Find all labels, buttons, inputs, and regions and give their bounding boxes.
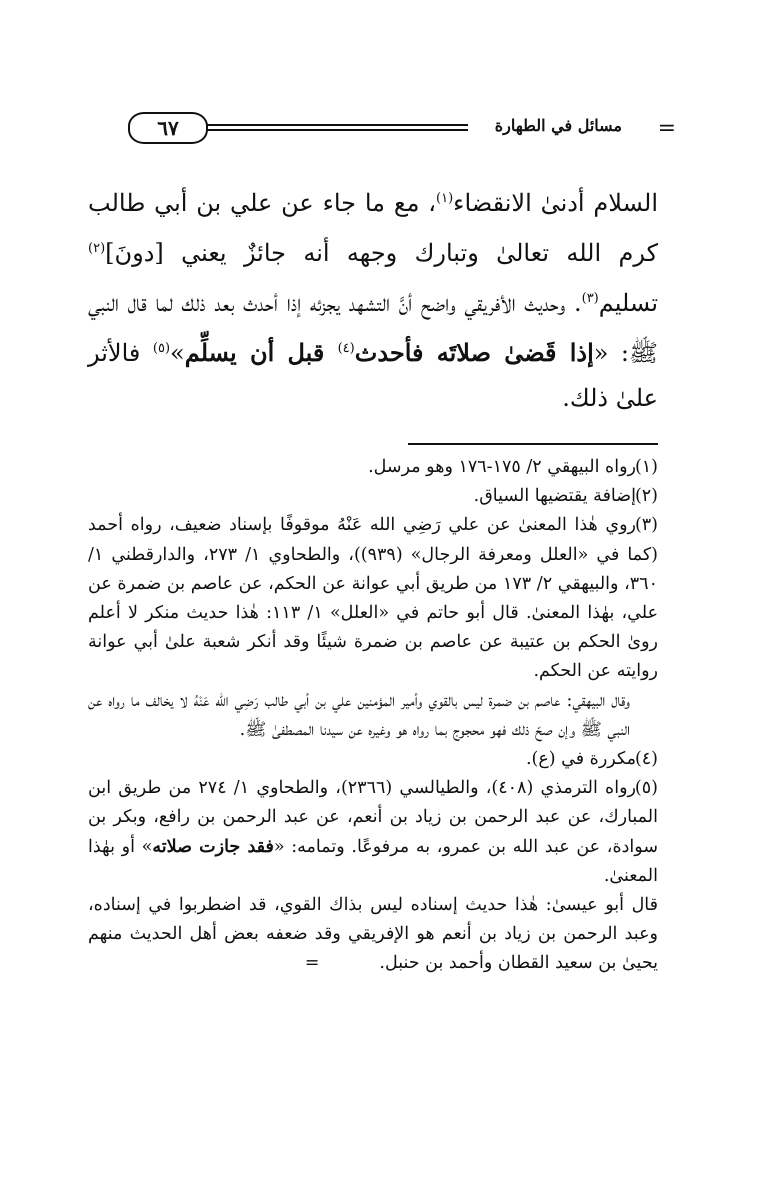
footnote-ref-2: (٢) [88, 241, 106, 256]
footnote-ref-5: (٥) [152, 341, 171, 356]
footnote-text: رواه البيهقي ٢/ ١٧٥-١٧٦ وهو مرسل. [368, 457, 636, 477]
main-text-segment: فالأثر علىٰ ذلك. [88, 339, 658, 412]
page [88, 108, 676, 979]
header-marker: = [657, 116, 676, 141]
footnote-number: (٣) [634, 515, 658, 536]
footnote-3 [88, 511, 658, 686]
footnote-ref-1: (١) [436, 191, 454, 206]
footnote-number: (٤) [634, 749, 658, 770]
main-text-segment: ، مع ما جاء عن علي بن أبي طالب كرم الله تعالىٰ وتبارك وجهه أنه جائزٌ يعني [دونَ] [88, 189, 658, 267]
page-number: ٦٧ [157, 116, 179, 140]
footnote-number: (٥) [634, 778, 658, 799]
footnote-number: (٢) [634, 486, 658, 507]
main-text-segment: » [170, 339, 185, 367]
page-header [88, 108, 676, 156]
footnote-ref-3: (٣) [581, 291, 599, 306]
footnote-separator [408, 443, 658, 445]
footnote-text: قال أبو عيسىٰ: هٰذا حديث إسناده ليس بذاك القوي، قد اضطربوا في إسناده، وعبد الرحمن بن زياد بن أنعم هو الإفريقي وقد ضعفه بعض أهل الحديث منهم يحيىٰ بن سعيد القطان وأحمد بن حنبل. [88, 895, 658, 974]
main-text-segment: السلام أدنىٰ الانقضاء [453, 189, 658, 217]
main-text-segment: تسليم [598, 289, 658, 317]
footnote-text: » أو بهٰذا المعنىٰ. [88, 836, 658, 886]
main-paragraph [88, 176, 658, 421]
footnote-text: رواه الترمذي (٤٠٨)، والطيالسي (٢٣٦٦)، والطحاوي ١/ ٢٧٤ من طريق ابن المبارك، عن عبد الرحمن بن زياد بن أنعم، عن عبد الرحمن بن رافع، وبكر بن سوادة، عن عبد الله بن عمرو، به مرفوعًا. وتمامه: « [88, 778, 658, 857]
footnote-2 [88, 482, 658, 511]
footnotes [88, 453, 658, 979]
footnote-quote: فقد جازت صلاته [152, 836, 274, 857]
footnote-3-continued: وقال البيهقي: عاصم بن ضمرة ليس بالقوي وأمير المؤمنين علي بن أبي طالب رَضِي الله عَنْهُ لا يخالف ما رواه عن النبي ﷺ وإن صحّ ذلك فهو محجوج بما رواه هو وغيره عن سيدنا المصطفىٰ ﷺ. [88, 690, 630, 740]
footnote-1 [88, 453, 658, 482]
page-number-badge [128, 112, 208, 144]
footnote-text: روي هٰذا المعنىٰ عن علي رَضِي الله عَنْهُ موقوفًا بإسناد ضعيف، رواه أحمد (كما في «العلل ومعرفة الرجال» (٩٣٩))، والطحاوي ١/ ٢٧٣، والدارقطني ١/ ٣٦٠، والبيهقي ٢/ ١٧٣ من طريق أبي عوانة عن الحكم، عن عاصم بن ضمرة عن علي، بهٰذا المعنىٰ. قال أبو حاتم في «العلل» ١/ ١١٣: هٰذا حديث منكر لا أعلم روىٰ الحكم بن عتيبة عن عاصم بن ضمرة شيئًا وقد أنكر شعبة علىٰ أبي عوانة روايته عن الحكم. [88, 515, 659, 682]
footnote-text: مكررة في (ع). [525, 749, 636, 770]
footnote-5 [88, 774, 658, 891]
continuation-marker: = [304, 953, 320, 974]
footnote-5-continued [88, 891, 658, 979]
footnote-4 [88, 745, 658, 774]
main-text-segment: . وحديث الأفريقي واضح أنَّ التشهد يجزئه إذا أحدث بعد ذلك لما قال النبي ﷺ: « [88, 289, 659, 367]
header-rule [196, 124, 468, 134]
footnote-ref-4: (٤) [337, 341, 355, 356]
running-title: مسائل في الطهارة [494, 116, 622, 135]
footnote-text: إضافة يقتضيها السياق. [473, 486, 636, 507]
main-text [88, 176, 658, 421]
hadith-quote: قبل أن يسلِّم [184, 338, 338, 367]
hadith-quote: إذا قَضىٰ صلاتَه فأحدث [354, 338, 594, 367]
footnote-number: (١) [634, 457, 658, 477]
